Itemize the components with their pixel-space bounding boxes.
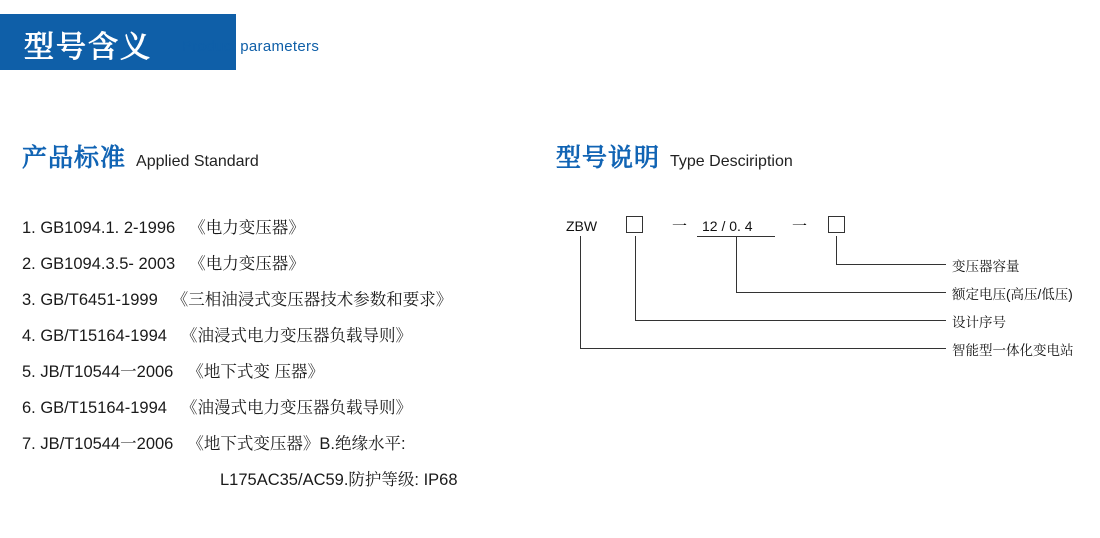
standard-title: 《电力变压器》 xyxy=(189,255,305,273)
callout-label-design-serial: 设计序号 xyxy=(952,315,1006,330)
type-description-heading-cn: 型号说明 xyxy=(556,144,661,172)
standard-title: 《油漫式电力变压器负载导则》 xyxy=(180,399,412,417)
type-code-rating: 12 / 0. 4 xyxy=(702,218,753,234)
list-item xyxy=(22,354,542,390)
callout-label-smart-station: 智能型一体化变电站 xyxy=(952,343,1074,358)
banner-title-en: Product parameters xyxy=(182,38,320,55)
applied-standard-heading-en: Applied Standard xyxy=(136,153,259,170)
applied-standard-heading-cn: 产品标准 xyxy=(22,144,127,172)
leader-hline-serial xyxy=(635,320,946,321)
banner-title-cn: 型号含义 xyxy=(24,31,152,64)
leader-vline-voltage xyxy=(736,236,737,292)
leader-vline-capacity xyxy=(836,236,837,264)
type-code-box-1 xyxy=(626,216,643,233)
standard-title: 《油浸式电力变压器负载导则》 xyxy=(180,327,412,345)
type-code-dash-1: 一 xyxy=(672,218,688,235)
leader-vline-station xyxy=(580,236,581,348)
list-item xyxy=(22,210,542,246)
standards-list xyxy=(22,210,542,498)
leader-hline-voltage xyxy=(736,292,946,293)
standard-code: 6. GB/T15164-1994 xyxy=(22,399,167,417)
callout-label-rated-voltage: 额定电压(高压/低压) xyxy=(952,287,1073,302)
leader-hline-station xyxy=(580,348,946,349)
list-item xyxy=(22,246,542,282)
standard-title: 《地下式变压器》B.绝缘水平: xyxy=(187,435,406,453)
type-code-box-2 xyxy=(828,216,845,233)
leader-vline-serial xyxy=(635,236,636,320)
callout-label-capacity: 变压器容量 xyxy=(952,259,1020,274)
list-item xyxy=(22,390,542,426)
standard-title: 《地下式变 压器》 xyxy=(187,363,324,381)
type-code-dash-2: 一 xyxy=(792,218,808,235)
list-item xyxy=(22,426,542,462)
type-description-heading xyxy=(556,138,793,174)
type-code-prefix: ZBW xyxy=(566,218,598,234)
standard-title: 《电力变压器》 xyxy=(189,219,305,237)
leader-hline-capacity xyxy=(836,264,946,265)
applied-standard-heading xyxy=(22,138,259,174)
standard-code: 1. GB1094.1. 2-1996 xyxy=(22,219,176,237)
standard-code: 3. GB/T6451-1999 xyxy=(22,291,158,309)
standard-title: 《三相油浸式变压器技术参数和要求》 xyxy=(171,291,453,309)
page-header-banner xyxy=(0,14,1100,74)
type-description-heading-en: Type Desciription xyxy=(670,153,793,170)
type-code-diagram xyxy=(556,200,1076,380)
standard-code: 7. JB/T10544一2006 xyxy=(22,435,174,453)
list-item xyxy=(22,318,542,354)
standard-code: 2. GB1094.3.5- 2003 xyxy=(22,255,176,273)
standard-code: 4. GB/T15164-1994 xyxy=(22,327,167,345)
list-item xyxy=(22,282,542,318)
standard-code: 5. JB/T10544一2006 xyxy=(22,363,174,381)
standard-continuation: L175AC35/AC59.防护等级: IP68 xyxy=(220,471,458,489)
